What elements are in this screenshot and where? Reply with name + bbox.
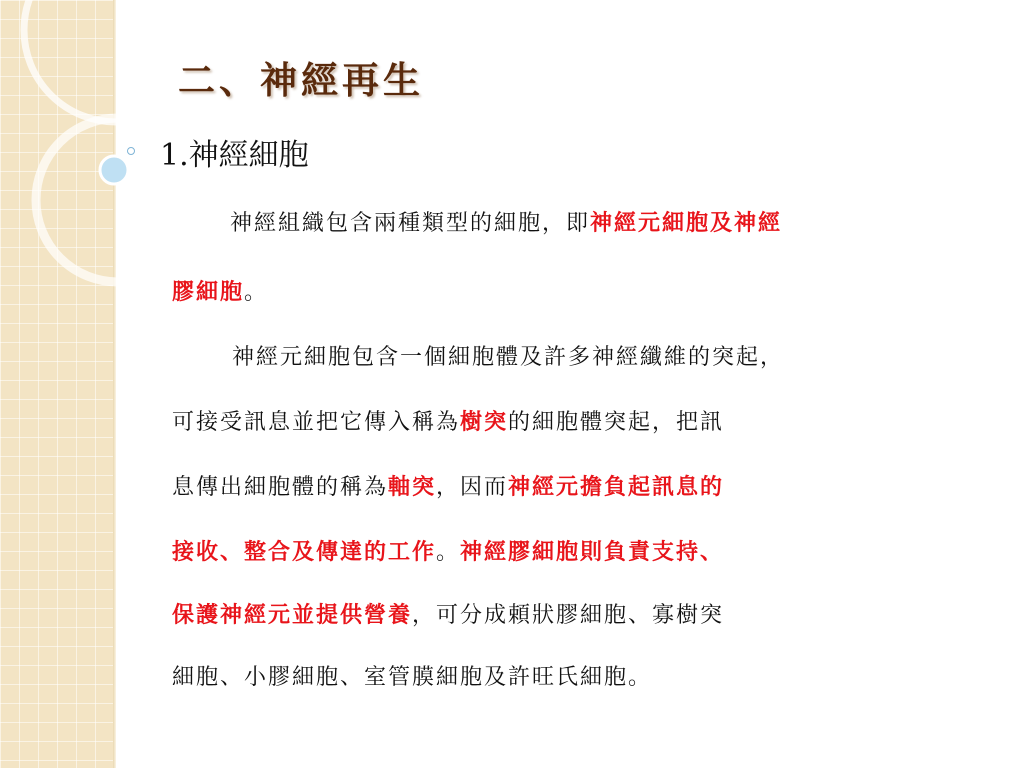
text-run: 。: [436, 540, 461, 565]
emphasis-run: 軸突: [388, 474, 437, 500]
bullet-circle-icon: [127, 147, 135, 155]
text-run: 神經組織包含兩種類型的細胞，即: [230, 211, 591, 236]
slide-title: 二、神經再生: [178, 58, 424, 102]
paragraph-2-line-4: [172, 535, 724, 566]
section-subheading: 1.神經細胞: [160, 138, 309, 173]
text-run: 神經元細胞包含一個細胞體及許多神經纖維的突起，: [232, 345, 785, 370]
paragraph-2-line-6: [172, 660, 652, 691]
paragraph-2-line-3: [172, 470, 724, 501]
paragraph-2-line-1: [232, 340, 784, 371]
text-run: 可接受訊息並把它傳入稱為: [172, 410, 461, 435]
emphasis-run: 樹突: [460, 409, 509, 435]
text-run: 的細胞體突起，把訊: [508, 410, 725, 435]
emphasis-run: 接收、整合及傳達的工作: [172, 539, 437, 565]
emphasis-run: 神經元細胞及神經: [590, 210, 783, 236]
emphasis-run: 神經元擔負起訊息的: [508, 474, 725, 500]
deco-blue-dot: [100, 156, 128, 184]
paragraph-2-line-2: [172, 405, 724, 436]
paragraph-2-line-5: [172, 598, 724, 629]
paragraph-1-line-2: [172, 275, 268, 306]
emphasis-run: 保護神經元並提供營養: [172, 602, 413, 628]
emphasis-run: 神經膠細胞則負責支持、: [460, 539, 725, 565]
deco-ring-large: [24, 0, 200, 122]
text-run: ，因而: [436, 475, 509, 500]
text-run: 。: [244, 280, 269, 305]
text-run: 細胞、小膠細胞、室管膜細胞及許旺氏細胞。: [172, 665, 653, 690]
emphasis-run: 膠細胞: [172, 279, 245, 305]
text-run: ，可分成頼狀膠細胞、寡樹突: [412, 603, 725, 628]
text-run: 息傳出細胞體的稱為: [172, 475, 389, 500]
paragraph-1-line-1: [230, 206, 782, 237]
